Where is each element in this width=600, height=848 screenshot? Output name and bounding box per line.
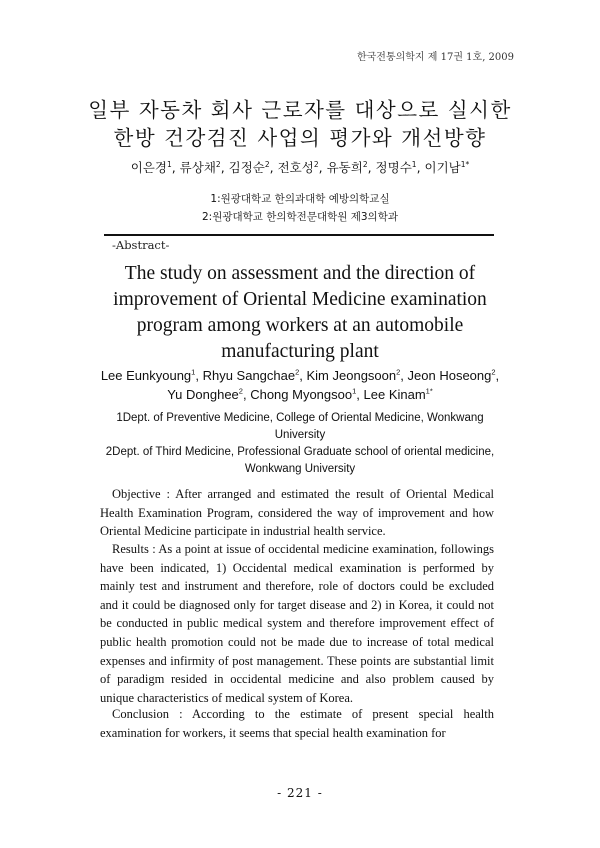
- english-author: Yu Donghee$^2$: [167, 386, 243, 402]
- results-paragraph: Results : As a point at issue of occidental medicine examination, followings have been indicated, 1) Occidental medical examination is performed by mainly test and instrument and therefore, role of doctors could be excluded and it could be diagnosed only for target disease and 2) in Korea, it could not be conducted in public medical system and therefore improvement effect of public health promotion could not be made due to increase of total medical expenses and infirmity of post management. These points are substantial limit of paradigm resided in occidental medicine and also problem caused by unique characteristics of medical system of Korea.: [100, 542, 494, 705]
- abstract-objective: [100, 485, 494, 541]
- english-affiliation-2b: Wonkwang University: [244, 463, 356, 475]
- english-author: Lee Eunkyoung$^1$: [100, 367, 196, 383]
- abstract-results: [100, 540, 494, 707]
- abstract-conclusion: [100, 705, 494, 742]
- korean-title-line-2: 한방 건강검진 사업의 평가와 개선방향: [113, 126, 487, 150]
- korean-author: 이은경$^1$: [130, 159, 172, 175]
- conclusion-paragraph: Conclusion : According to the estimate of present special health examination for workers, it seems that special health examination for: [100, 707, 494, 740]
- abstract-label: -Abstract-: [112, 238, 170, 252]
- korean-affiliation-2: 2:원광대학교 한의학전문대학원 제3의학과: [201, 211, 398, 223]
- korean-author: 유동희$^2$: [326, 159, 368, 175]
- korean-author: 이기남$^{1*}$: [424, 159, 470, 175]
- english-title-line-2: improvement of Oriental Medicine examination: [113, 289, 487, 310]
- english-title-line-3: program among workers at an automobile: [136, 315, 464, 336]
- korean-title-line-1: 일부 자동차 회사 근로자를 대상으로 실시한: [88, 98, 512, 122]
- english-author-row-2: Yu Donghee$^2$, Chong Myongsoo$^1$, Lee Kinam$^{1*}$: [167, 386, 433, 402]
- english-title-line-1: The study on assessment and the direction of: [124, 263, 476, 284]
- korean-author: 김정순$^2$: [228, 159, 270, 175]
- english-author: Lee Kinam$^{1*}$: [363, 386, 433, 402]
- english-affiliation-2a: 2Dept. of Third Medicine, Professional Graduate school of oriental medicine,: [105, 446, 495, 458]
- english-affiliation-1a: 1Dept. of Preventive Medicine, College of Oriental Medicine, Wonkwang: [116, 412, 484, 424]
- section-divider: [104, 234, 494, 236]
- english-author: Kim Jeongsoon$^2$: [306, 367, 401, 383]
- korean-author-list: 이은경$^1$, 류상채$^2$, 김정순$^2$, 전호성$^2$, 유동희$^2$, 정명수$^1$, 이기남$^{1*}$: [130, 159, 470, 175]
- english-author: Chong Myongsoo$^1$: [250, 386, 357, 402]
- page-number: - 221 -: [277, 786, 323, 800]
- english-author-row-1: Lee Eunkyoung$^1$, Rhyu Sangchae$^2$, Kim Jeongsoon$^2$, Jeon Hoseong$^2$,: [100, 367, 500, 383]
- english-author: Jeon Hoseong$^2$: [407, 367, 496, 383]
- journal-header: 한국전통의학지 제 17권 1호, 2009: [356, 52, 514, 63]
- objective-paragraph: Objective : After arranged and estimated the result of Oriental Medical Health Examination Program, considered the way of improvement and how Oriental Medicine participate in industrial health service.: [100, 487, 494, 539]
- korean-author: 전호성$^2$: [277, 159, 319, 175]
- english-author: Rhyu Sangchae$^2$: [202, 367, 300, 383]
- english-affiliation-1b: University: [274, 429, 326, 441]
- korean-author: 정명수$^1$: [375, 159, 417, 175]
- english-title-line-4: manufacturing plant: [221, 341, 379, 362]
- korean-affiliation-1: 1:원광대학교 한의과대학 예방의학교실: [210, 193, 390, 205]
- korean-author: 류상채$^2$: [179, 159, 221, 175]
